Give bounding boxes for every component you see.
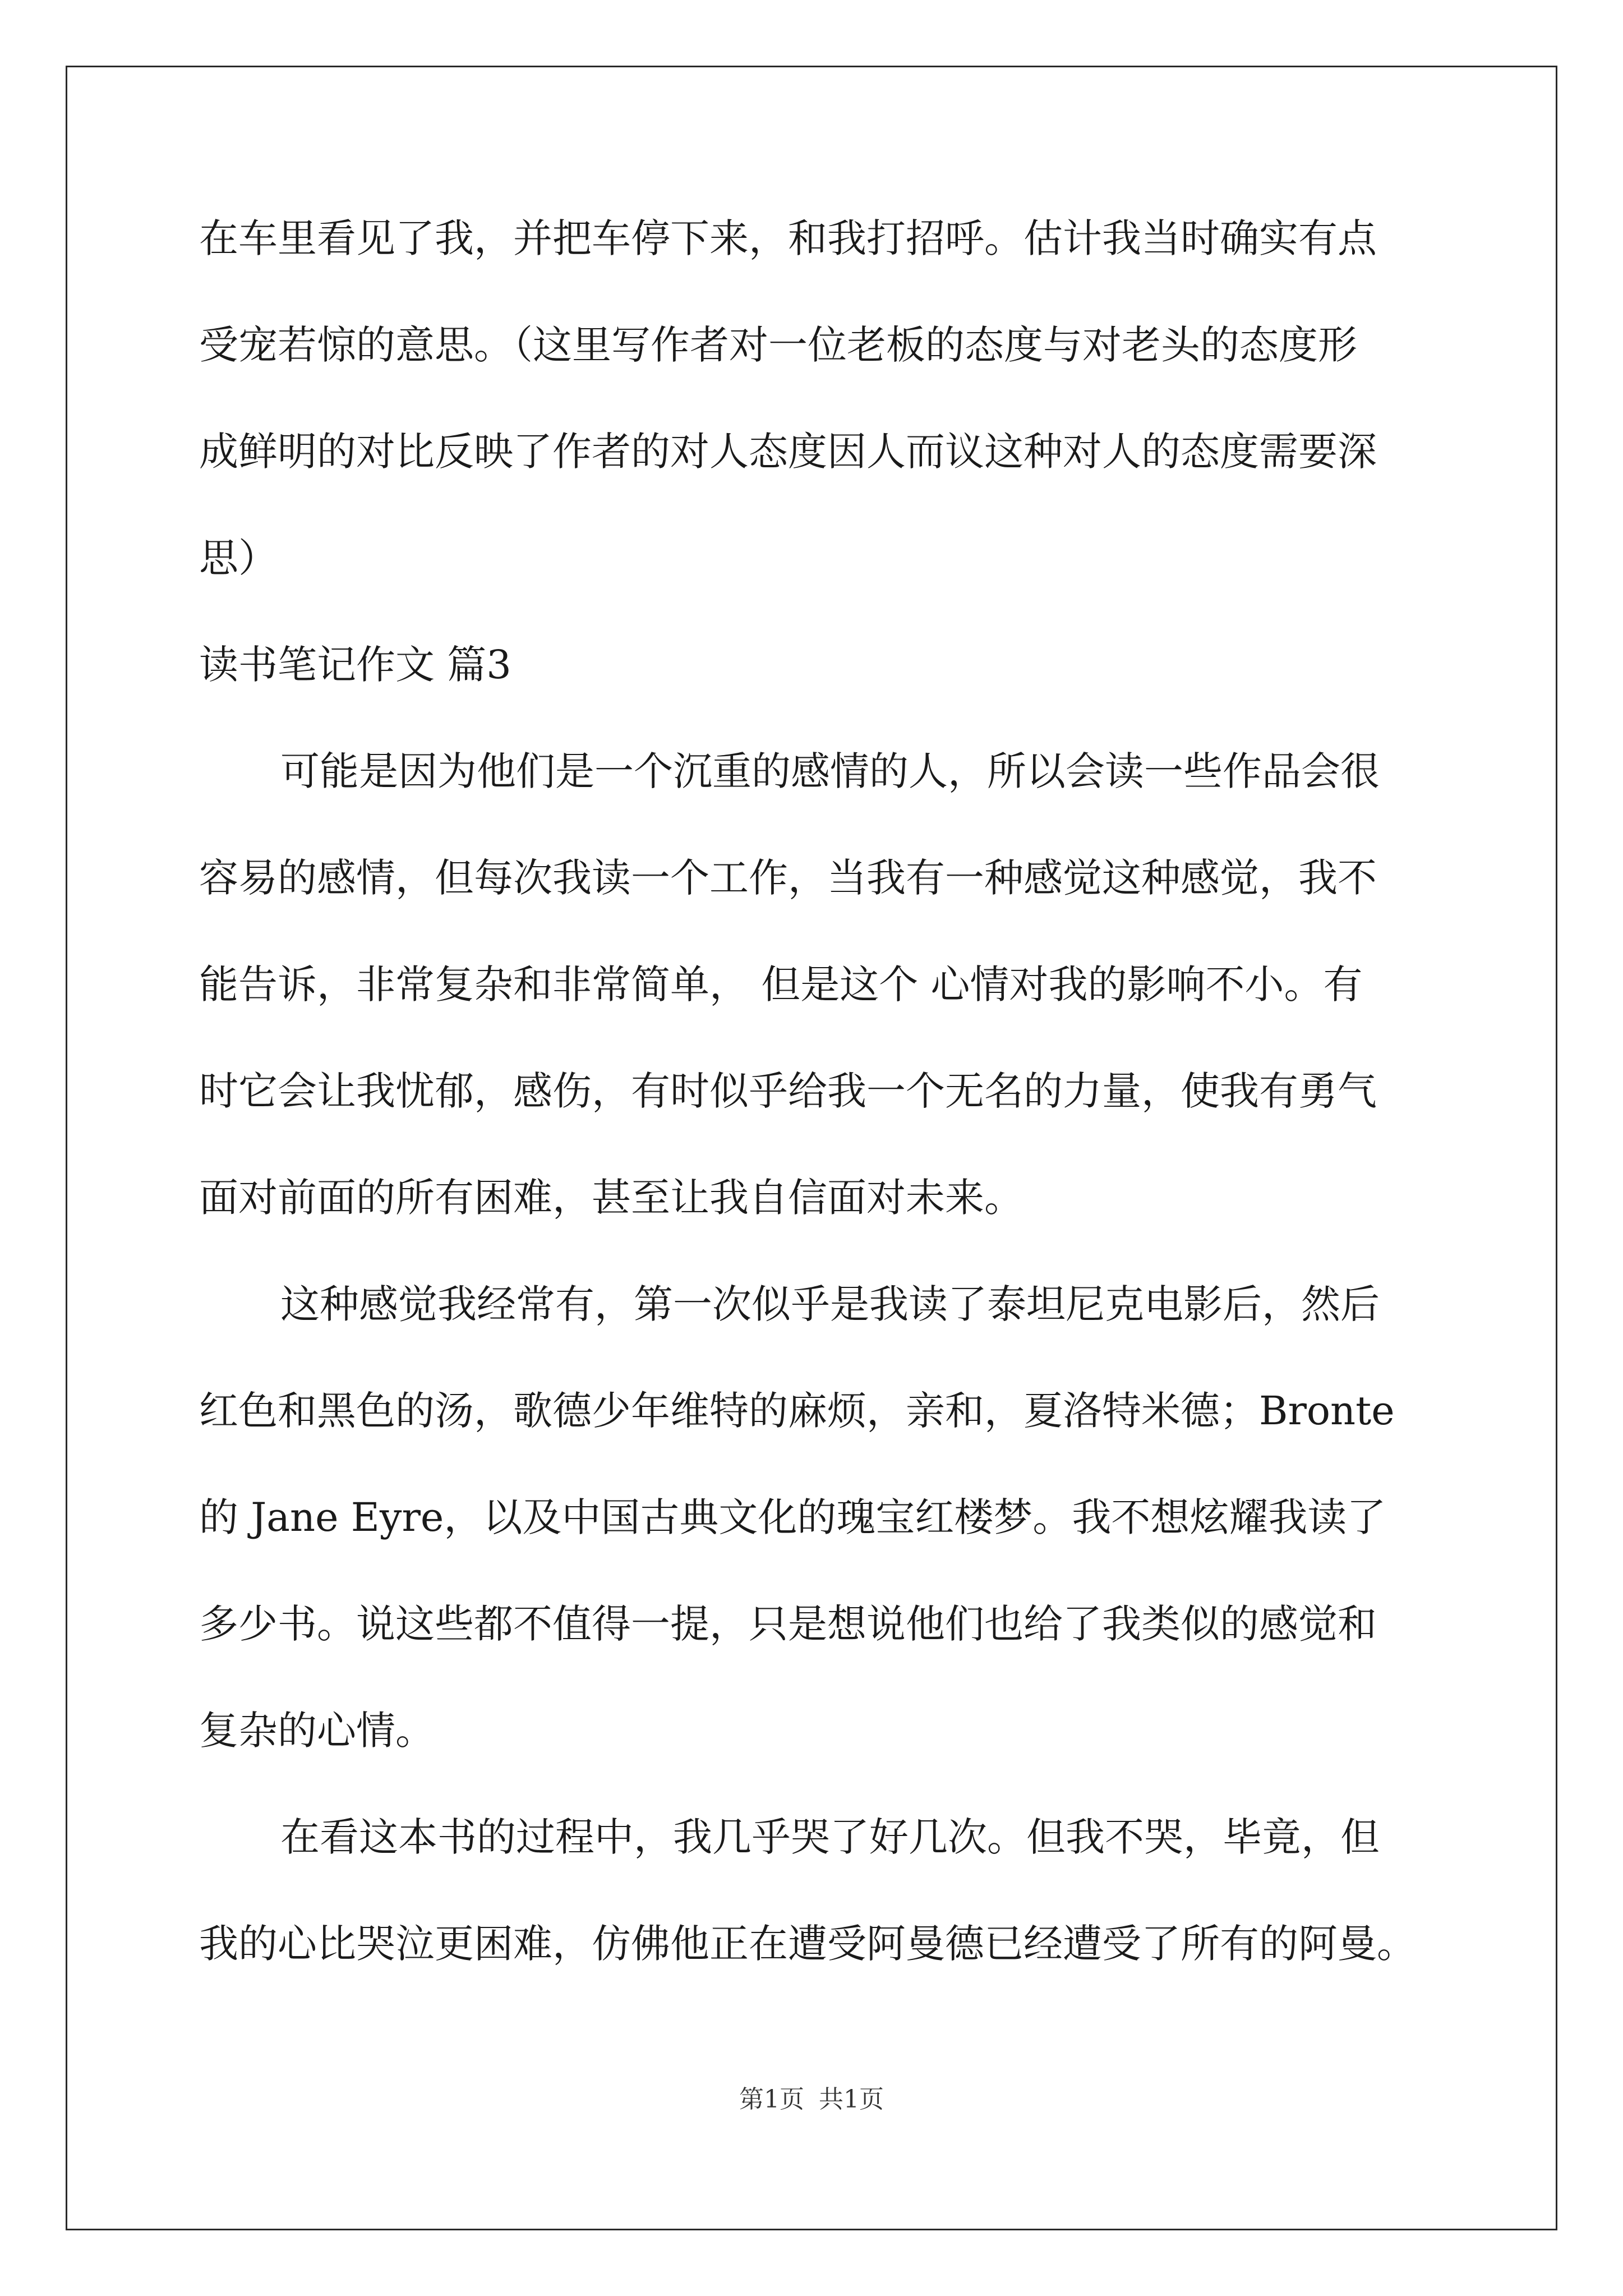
page-frame: [66, 66, 1557, 2230]
section-heading: 读书笔记作文 篇3: [199, 642, 511, 688]
text-line: 这种感觉我经常有，第一次似乎是我读了泰坦尼克电影后，然后: [280, 1281, 1380, 1327]
text-line: 可能是因为他们是一个沉重的感情的人，所以会读一些作品会很: [280, 748, 1380, 794]
text-line: 容易的感情，但每次我读一个工作，当我有一种感觉这种感觉，我不: [199, 855, 1377, 901]
text-line: 我的心比哭泣更困难，仿佛他正在遭受阿曼德已经遭受了所有的阿曼。: [199, 1921, 1416, 1967]
text-line: 面对前面的所有困难，甚至让我自信面对未来。: [199, 1175, 1023, 1221]
text-line: 的 Jane Eyre，以及中国古典文化的瑰宝红楼梦。我不想炫耀我读了: [199, 1494, 1386, 1540]
text-line: 多少书。说这些都不值得一提，只是想说他们也给了我类似的感觉和: [199, 1601, 1377, 1647]
text-line: 能告诉，非常复杂和非常简单， 但是这个 心情对我的影响不小。有: [199, 961, 1363, 1007]
text-line: 受宠若惊的意思。（这里写作者对一位老板的态度与对老头的态度形: [199, 322, 1357, 368]
text-line: 成鲜明的对比反映了作者的对人态度因人而议这种对人的态度需要深: [199, 429, 1377, 475]
text-line: 思）: [199, 535, 278, 581]
text-line: 在车里看见了我，并把车停下来，和我打招呼。估计我当时确实有点: [199, 215, 1377, 261]
page-total: 共1页: [819, 2085, 884, 2114]
page-number: 第1页: [739, 2085, 804, 2114]
text-line: 时它会让我忧郁，感伤，有时似乎给我一个无名的力量，使我有勇气: [199, 1068, 1377, 1114]
text-line: 在看这本书的过程中，我几乎哭了好几次。但我不哭，毕竟，但: [280, 1814, 1380, 1860]
text-line: 复杂的心情。: [199, 1708, 435, 1754]
text-line: 红色和黑色的汤，歌德少年维特的麻烦，亲和，夏洛特米德；Bronte: [199, 1388, 1395, 1434]
page-footer: [0, 2083, 1623, 2116]
